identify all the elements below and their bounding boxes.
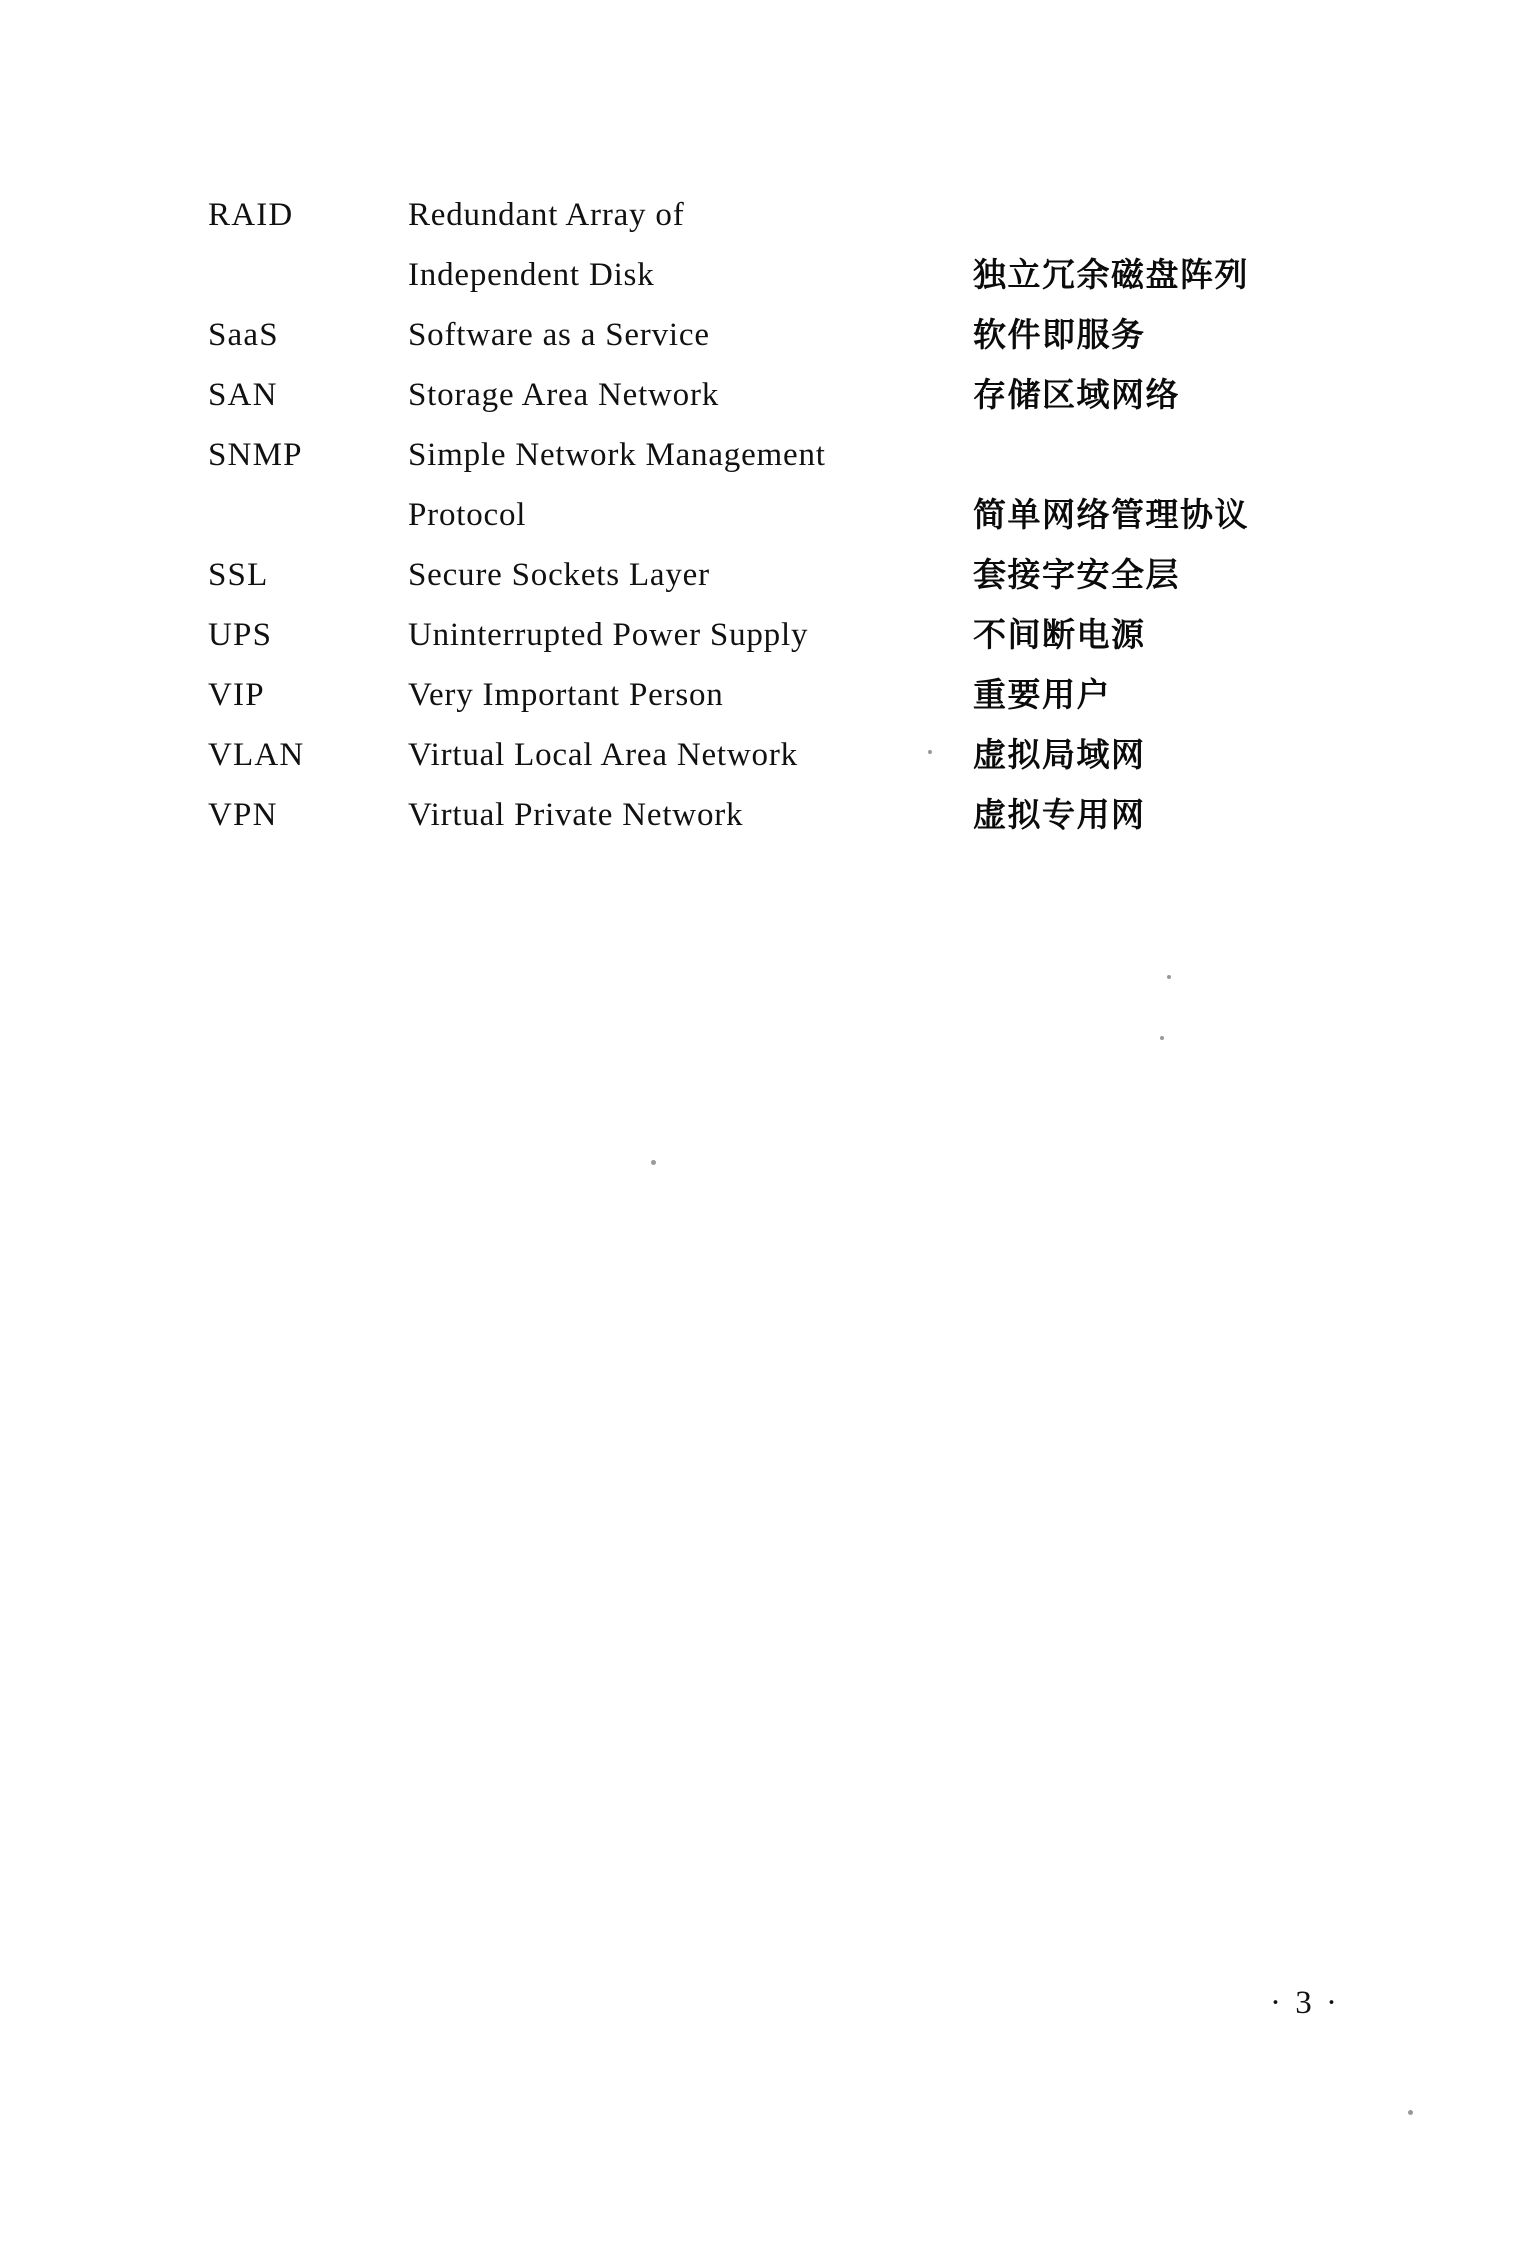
expansion-line-1: Storage Area Network	[408, 377, 720, 413]
scan-speck	[1167, 975, 1171, 979]
expansion-line-2: Independent Disk	[408, 257, 655, 293]
list-item	[208, 545, 1328, 605]
abbreviation-expansion	[408, 725, 973, 785]
abbreviation-term: SaaS	[208, 317, 279, 353]
expansion-line-1: Very Important Person	[408, 677, 724, 713]
list-item	[208, 665, 1328, 725]
chinese-translation: 套接字安全层	[973, 555, 1180, 594]
expansion-line-1: Software as a Service	[408, 317, 710, 353]
abbreviation-expansion	[408, 545, 973, 605]
expansion-line-1: Secure Sockets Layer	[408, 557, 710, 593]
expansion-line-2: Protocol	[408, 497, 527, 533]
chinese-translation: 不间断电源	[973, 615, 1146, 654]
abbreviation-expansion	[408, 605, 973, 665]
chinese-translation: 重要用户	[973, 675, 1111, 714]
abbreviation-expansion	[408, 185, 973, 305]
page-number: · 3 ·	[1270, 1985, 1340, 2021]
list-item	[208, 785, 1328, 845]
abbreviation-term: VLAN	[208, 737, 305, 773]
expansion-line-1: Uninterrupted Power Supply	[408, 617, 809, 653]
list-item	[208, 605, 1328, 665]
abbreviation-expansion	[408, 365, 973, 425]
expansion-line-1: Virtual Private Network	[408, 797, 744, 833]
chinese-translation: 独立冗余磁盘阵列	[973, 255, 1249, 294]
chinese-translation: 存储区域网络	[973, 375, 1180, 414]
abbreviation-expansion	[408, 785, 973, 845]
expansion-line-1: Virtual Local Area Network	[408, 737, 798, 773]
abbreviation-term: RAID	[208, 197, 294, 233]
expansion-line-1: Simple Network Management	[408, 437, 826, 473]
abbreviation-expansion	[408, 425, 973, 545]
list-item	[208, 725, 1328, 785]
scan-speck	[928, 750, 932, 754]
abbreviation-term: UPS	[208, 617, 273, 653]
expansion-line-1: Redundant Array of	[408, 197, 685, 233]
abbreviation-term: VIP	[208, 677, 265, 713]
abbreviation-expansion	[408, 665, 973, 725]
chinese-translation: 简单网络管理协议	[973, 495, 1249, 534]
list-item	[208, 425, 1328, 545]
scan-speck	[1160, 1036, 1164, 1040]
scan-speck	[651, 1160, 656, 1165]
abbreviation-term: SNMP	[208, 437, 303, 473]
list-item	[208, 305, 1328, 365]
abbreviation-term: SAN	[208, 377, 278, 413]
abbreviation-term: SSL	[208, 557, 269, 593]
abbreviation-expansion	[408, 305, 973, 365]
scan-speck	[1408, 2110, 1413, 2115]
list-item	[208, 185, 1328, 305]
chinese-translation: 虚拟局域网	[973, 735, 1146, 774]
abbreviation-term: VPN	[208, 797, 278, 833]
abbreviation-glossary-list	[208, 185, 1328, 845]
chinese-translation: 虚拟专用网	[973, 795, 1146, 834]
list-item	[208, 365, 1328, 425]
chinese-translation: 软件即服务	[973, 315, 1146, 354]
